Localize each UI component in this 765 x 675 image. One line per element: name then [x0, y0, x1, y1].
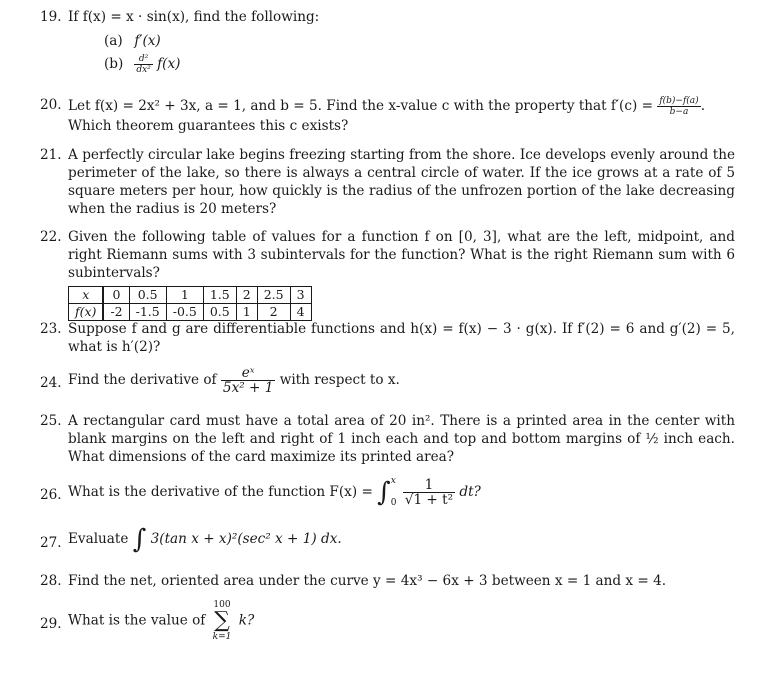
problem-text: If f(x) = x · sin(x), find the following:	[68, 9, 320, 25]
row-header: f(x)	[69, 304, 104, 321]
problem-line: Evaluate ∫ 3(tan x + x)²(sec² x + 1) dx.	[68, 524, 342, 555]
problem-number: 27.	[40, 535, 62, 551]
problem-line: Which theorem guarantees this c exists?	[68, 118, 349, 134]
table-cell: 1.5	[203, 287, 236, 304]
table-cell: -1.5	[129, 304, 166, 321]
table-cell: 2	[257, 304, 290, 321]
problem-20	[40, 96, 735, 135]
table-cell: 1	[236, 304, 257, 321]
part-label: (b)	[104, 56, 124, 72]
problem-27	[40, 524, 735, 555]
row-header: x	[69, 287, 104, 304]
mvt-fraction: $\frac{f(b)-f(a)}{b-a}$	[659, 96, 699, 117]
problem-number: 22.	[40, 229, 62, 245]
problem-line: Let f(x) = 2x² + 3x, a = 1, and b = 5. Find the x-value c with the property that f′(c) = $\frac{f(b)-f(a)}{b-a}$ .	[68, 96, 706, 117]
problem-29	[40, 600, 735, 642]
part-expr: f(x)	[157, 56, 181, 72]
part-expr: f′(x)	[134, 33, 161, 49]
table-cell: 4	[290, 304, 311, 321]
integral-sign: ∫	[132, 524, 147, 555]
summation-sign: 100 ∑ k=1	[212, 600, 232, 642]
part-b	[104, 54, 735, 75]
problem-28	[40, 572, 735, 590]
problem-number: 21.	[40, 147, 62, 163]
derivative-operator: $\frac{\text{d²}}{\text{dx²}}$	[136, 54, 151, 75]
problem-text: Given the following table of values for a function f on [0, 3], what are the left, midpoint, and right Riemann sums with 3 subintervals for the function? What is the right Riemann sum with 6 subintervals?	[68, 229, 735, 281]
problem-19	[40, 8, 735, 75]
problem-text: Suppose f and g are differentiable functions and h(x) = f(x) − 3 · g(x). If f′(2) = 6 and g′(2) = 5, what is h′(2)?	[68, 321, 735, 355]
table-cell: 0.5	[129, 287, 166, 304]
table-cell: 3	[290, 287, 311, 304]
values-table	[68, 286, 312, 321]
problem-number: 26.	[40, 487, 62, 503]
problem-number: 24.	[40, 375, 62, 391]
table-cell: 0	[103, 287, 129, 304]
problem-number: 23.	[40, 321, 62, 337]
table-cell: 0.5	[203, 304, 236, 321]
problem-24	[40, 366, 735, 395]
table-cell: -2	[103, 304, 129, 321]
problem-22	[40, 228, 735, 321]
problem-line: What is the value of 100 ∑ k=1 k?	[68, 600, 255, 642]
problem-number: 20.	[40, 97, 62, 113]
problem-23	[40, 320, 735, 356]
part-a	[104, 32, 735, 50]
problem-line: What is the derivative of the function F(x) = ∫x 0 $\frac{1}{\text{√1 + t²}}$ dt?	[68, 476, 481, 508]
table-cell: 2.5	[257, 287, 290, 304]
integral-sign: ∫	[377, 477, 391, 508]
problem-number: 25.	[40, 413, 62, 429]
problem-number: 28.	[40, 573, 62, 589]
problem-line: Find the derivative of $\frac{\text{eˣ}}{\text{5x² + 1}}$ with respect to x.	[68, 365, 400, 396]
table-row	[69, 287, 312, 304]
problem-number: 29.	[40, 616, 62, 632]
problem-text: A perfectly circular lake begins freezing starting from the shore. Ice develops evenly around the perimeter of the lake, so there is always a central circle of water. If the ice grows at a rate of 5 square meters per hour, how quickly is the radius of the unfrozen portion of the lake decreasing when the radius is 20 meters?	[68, 147, 735, 217]
part-label: (a)	[104, 33, 123, 49]
table-cell: -0.5	[166, 304, 203, 321]
table-cell: 1	[166, 287, 203, 304]
function-fraction: $\frac{\text{eˣ}}{\text{5x² + 1}}$	[222, 365, 274, 396]
table-cell: 2	[236, 287, 257, 304]
integrand-fraction: $\frac{1}{\text{√1 + t²}}$	[404, 477, 454, 508]
integrand: 3(tan x + x)²(sec² x + 1) dx.	[150, 531, 342, 547]
problem-26	[40, 476, 735, 509]
problem-25	[40, 412, 735, 466]
problem-number: 19.	[40, 9, 62, 25]
problem-text: A rectangular card must have a total area of 20 in². There is a printed area in the center with blank margins on the left and right of 1 inch each and top and bottom margins of ½ inch each. What dimensions of the card maximize its printed area?	[68, 413, 735, 465]
integral-limits: x 0	[390, 476, 397, 508]
problem-text: Find the net, oriented area under the curve y = 4x³ − 6x + 3 between x = 1 and x = 4.	[68, 573, 667, 589]
problem-21	[40, 146, 735, 218]
table-row	[69, 304, 312, 321]
